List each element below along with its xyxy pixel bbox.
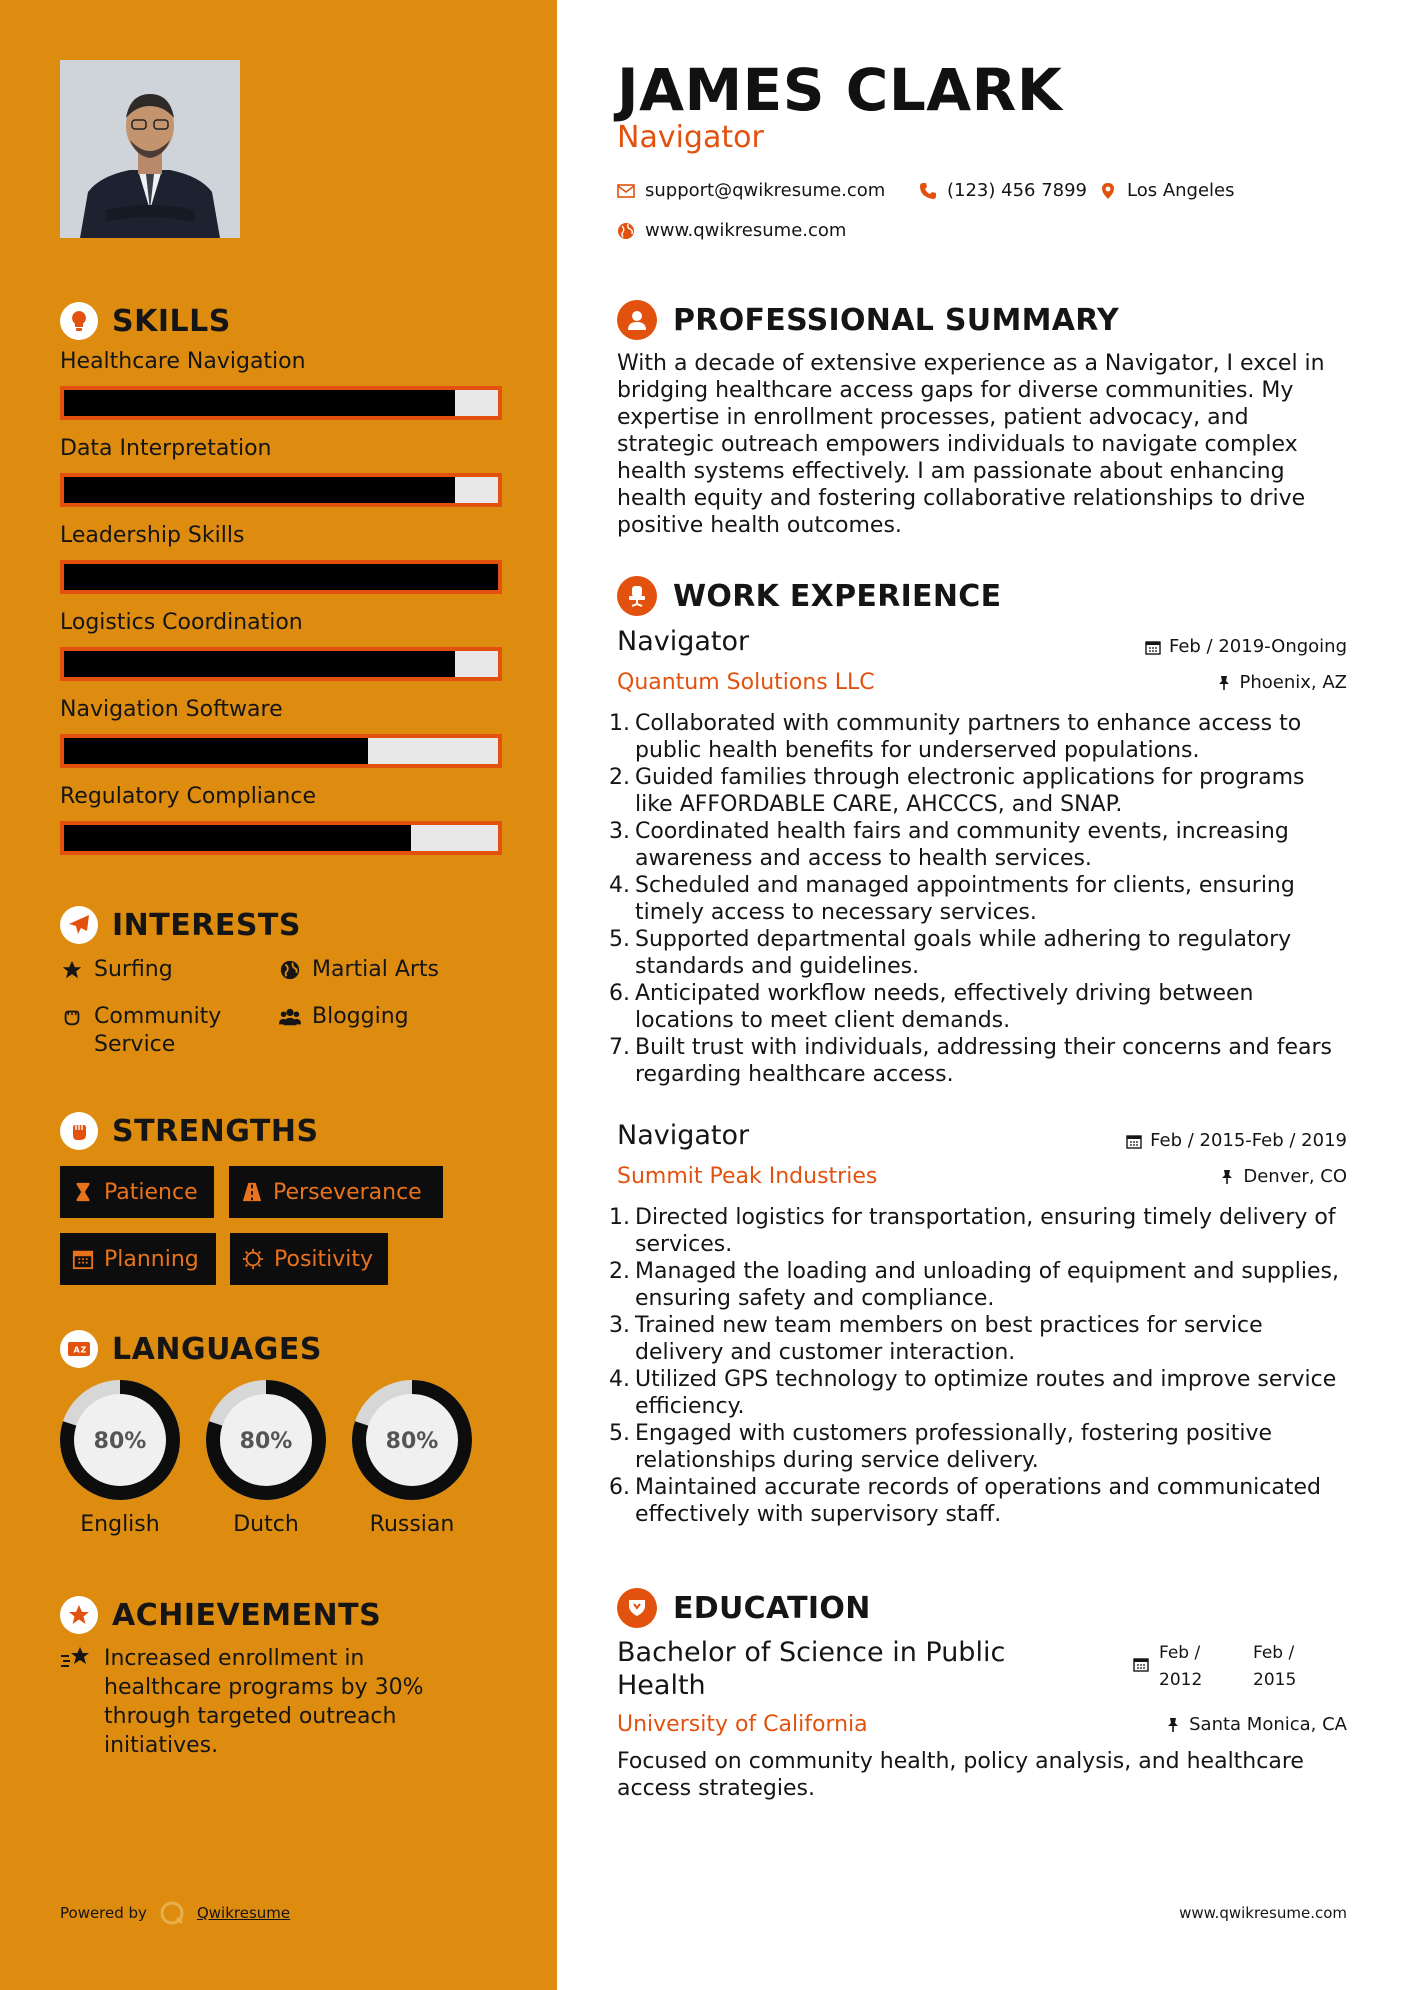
job-duties (609, 1204, 1347, 1528)
pushpin-icon (1216, 675, 1232, 691)
list-item: 5. Supported departmental goals while adhering to regulatory standards and guidelines. (609, 927, 1292, 979)
skills-heading-text: SKILLS (112, 303, 231, 339)
pushpin-icon (1165, 1717, 1181, 1733)
skill-bar-fill (64, 390, 455, 416)
skills-heading (60, 302, 231, 340)
education-description: Focused on community health, policy analysis, and healthcare access strategies. (617, 1749, 1304, 1801)
lightbulb-icon (60, 302, 98, 340)
strength-badge (229, 1166, 443, 1218)
skill-name: Data Interpretation (60, 436, 272, 461)
summary-heading (617, 300, 1119, 340)
skill-item (60, 696, 502, 768)
footer-website-link[interactable]: www.qwikresume.com (1179, 1904, 1347, 1922)
star-icon (60, 956, 84, 984)
job-company: Summit Peak Industries (617, 1164, 878, 1189)
job-title: Navigator (617, 626, 750, 657)
skill-item (60, 609, 502, 681)
language-ring (58, 1378, 182, 1502)
star-badge-icon (60, 1596, 98, 1634)
job-dates (1126, 1130, 1347, 1151)
language-ring (204, 1378, 328, 1502)
skill-bar-fill (64, 651, 455, 677)
summary-text: With a decade of extensive experience as a Navigator, I excel in bridging healthcare access gaps for diverse communities. My expertise in enrollment processes, patient advocacy, and strategic outreach empowers individuals to navigate complex health systems effectively. I am passionate about enhancing health equity and fostering collaborative relationships to drive positive health outcomes. (617, 351, 1325, 538)
language-item (350, 1378, 474, 1537)
calendar-icon (1145, 639, 1161, 655)
job-dates-text: Feb / 2015-Feb / 2019 (1150, 1130, 1347, 1151)
svg-text:A: A (73, 1345, 80, 1355)
language-percent: 80% (385, 1429, 439, 1454)
strength-badge (230, 1233, 388, 1285)
list-item: 6. Anticipated workflow needs, effectively driving between locations to meet client demands. (609, 981, 1254, 1033)
email-text: support@qwikresume.com (645, 180, 886, 201)
language-name: Russian (369, 1512, 455, 1537)
skill-name: Healthcare Navigation (60, 349, 306, 374)
hand-icon (60, 1003, 84, 1031)
language-ring (350, 1378, 474, 1502)
interest-label: Surfing (94, 957, 173, 982)
job-title: Navigator (617, 1120, 750, 1151)
hourglass-icon (72, 1181, 94, 1203)
strengths-heading-text: STRENGTHS (112, 1113, 319, 1149)
education-heading (617, 1588, 871, 1628)
education-dates (1133, 1640, 1319, 1694)
sidebar (0, 0, 557, 1990)
job-location-text: Phoenix, AZ (1239, 672, 1347, 693)
job-dates-text: Feb / 2019-Ongoing (1168, 636, 1347, 657)
job-duties (609, 710, 1347, 1088)
list-item: 4. Utilized GPS technology to optimize routes and improve service efficiency. (609, 1367, 1337, 1419)
profile-photo (60, 60, 240, 238)
calendar-icon (1133, 1656, 1149, 1672)
language-name: Dutch (233, 1512, 299, 1537)
list-item: 5. Engaged with customers professionally, fostering positive relationships during service delivery. (609, 1421, 1273, 1473)
main-content (609, 0, 1347, 1990)
strength-label: Perseverance (273, 1179, 422, 1205)
strengths-heading (60, 1112, 319, 1150)
person-photo-icon (60, 60, 240, 238)
strength-label: Planning (104, 1246, 199, 1272)
skill-bar (60, 734, 502, 768)
calendar-icon (1126, 1133, 1142, 1149)
skill-name: Regulatory Compliance (60, 784, 316, 809)
skill-bar (60, 647, 502, 681)
strength-label: Patience (104, 1179, 198, 1205)
list-item: 2. Guided families through electronic applications for programs like AFFORDABLE CARE, AHCCCS, and SNAP. (609, 765, 1305, 817)
skill-item (60, 522, 502, 594)
achievements-heading (60, 1596, 381, 1634)
skill-item (60, 783, 502, 855)
list-item: 3. Trained new team members on best practices for service delivery and customer interaction. (609, 1313, 1263, 1365)
qwikresume-logo-icon (159, 1900, 185, 1926)
list-item: 7. Built trust with individuals, addressing their concerns and fears regarding healthcare access. (609, 1035, 1332, 1087)
phone-text: (123) 456 7899 (947, 180, 1088, 201)
list-item: 1. Collaborated with community partners to enhance access to public health benefits for underserved populations. (609, 711, 1302, 763)
list-item: 2. Managed the loading and unloading of equipment and supplies, ensuring safety and compliance. (609, 1259, 1339, 1311)
language-percent: 80% (93, 1429, 147, 1454)
contact-location (1099, 180, 1235, 201)
interest-item (278, 956, 439, 984)
interests-heading (60, 906, 301, 944)
map-marker-icon (1099, 182, 1117, 200)
interest-label: Martial Arts (312, 957, 440, 982)
list-item: 1. Directed logistics for transportation, ensuring timely delivery of services. (609, 1205, 1336, 1257)
language-item (204, 1378, 328, 1537)
candidate-name: JAMES CLARK (617, 56, 1063, 124)
skill-bar-fill (64, 825, 411, 851)
languages-heading-text: LANGUAGES (112, 1331, 322, 1367)
qwikresume-link[interactable]: Qwikresume (196, 1904, 291, 1922)
powered-by-text: Powered by (60, 1904, 147, 1922)
skill-name: Leadership Skills (60, 523, 245, 548)
languages-heading (60, 1330, 322, 1368)
sun-icon (242, 1248, 264, 1270)
achievements-heading-text: ACHIEVEMENTS (112, 1597, 382, 1633)
education-end: Feb / 2015 (1253, 1643, 1297, 1690)
interest-label: Blogging (312, 1004, 409, 1029)
graduate-icon (617, 1588, 657, 1628)
contact-phone[interactable] (919, 180, 1087, 201)
interest-item (60, 956, 173, 984)
contact-email[interactable] (617, 180, 885, 201)
contact-website[interactable] (617, 220, 846, 241)
list-item: 4. Scheduled and managed appointments for clients, ensuring timely access to necessary services. (609, 873, 1295, 925)
skill-bar (60, 821, 502, 855)
shooting-star-icon (60, 1644, 92, 1760)
skill-item (60, 435, 502, 507)
interest-item (60, 1003, 270, 1059)
skill-item (60, 348, 502, 420)
envelope-icon (617, 182, 635, 200)
office-chair-icon (617, 576, 657, 616)
interests-heading-text: INTERESTS (112, 907, 301, 943)
job-dates (1145, 636, 1347, 657)
location-text: Los Angeles (1127, 180, 1235, 201)
phone-icon (919, 182, 937, 200)
users-icon (278, 1003, 302, 1031)
job-location-text: Denver, CO (1243, 1166, 1347, 1187)
interest-item (278, 1003, 409, 1031)
education-degree: Bachelor of Science in Public Health (617, 1637, 1006, 1701)
education-start: Feb / 2012 (1159, 1643, 1203, 1690)
strength-badge (60, 1233, 216, 1285)
skill-bar (60, 473, 502, 507)
skill-bar-fill (64, 477, 455, 503)
job-location (1219, 1166, 1347, 1187)
road-icon (241, 1181, 263, 1203)
candidate-role: Navigator (617, 120, 764, 155)
language-item (58, 1378, 182, 1537)
list-item: 6. Maintained accurate records of operations and communicated effectively with supervisory staff. (609, 1475, 1321, 1527)
language-percent: 80% (239, 1429, 293, 1454)
skill-bar (60, 560, 502, 594)
paper-plane-icon (60, 906, 98, 944)
skill-name: Navigation Software (60, 697, 283, 722)
strength-label: Positivity (274, 1246, 374, 1272)
list-item: 3. Coordinated health fairs and community events, increasing awareness and access to health services. (609, 819, 1289, 871)
interest-label: Community Service (94, 1004, 222, 1057)
language-name: English (80, 1512, 160, 1537)
summary-heading-text: PROFESSIONAL SUMMARY (673, 302, 1120, 338)
experience-heading-text: WORK EXPERIENCE (673, 578, 1002, 614)
education-heading-text: EDUCATION (673, 1590, 871, 1626)
education-location-text: Santa Monica, CA (1189, 1714, 1347, 1735)
skill-bar-fill (64, 564, 498, 590)
svg-text:Z: Z (80, 1345, 87, 1355)
pushpin-icon (1219, 1169, 1235, 1185)
job-location (1216, 672, 1348, 693)
globe-icon (617, 222, 635, 240)
strength-badge (60, 1166, 214, 1218)
powered-by (60, 1900, 290, 1926)
globe-icon (278, 956, 302, 984)
achievement-text: Increased enrollment in healthcare programs by 30% through targeted outreach initiatives. (104, 1646, 424, 1758)
job-company: Quantum Solutions LLC (617, 670, 875, 695)
skill-bar (60, 386, 502, 420)
language-card-icon (60, 1330, 98, 1368)
calendar-icon (72, 1248, 94, 1270)
experience-heading (617, 576, 1001, 616)
achievement-item (60, 1644, 460, 1760)
skill-name: Logistics Coordination (60, 610, 303, 635)
website-text: www.qwikresume.com (645, 220, 847, 241)
fist-icon (60, 1112, 98, 1150)
education-school: University of California (617, 1712, 868, 1737)
education-location (1165, 1714, 1347, 1735)
user-icon (617, 300, 657, 340)
skill-bar-fill (64, 738, 368, 764)
